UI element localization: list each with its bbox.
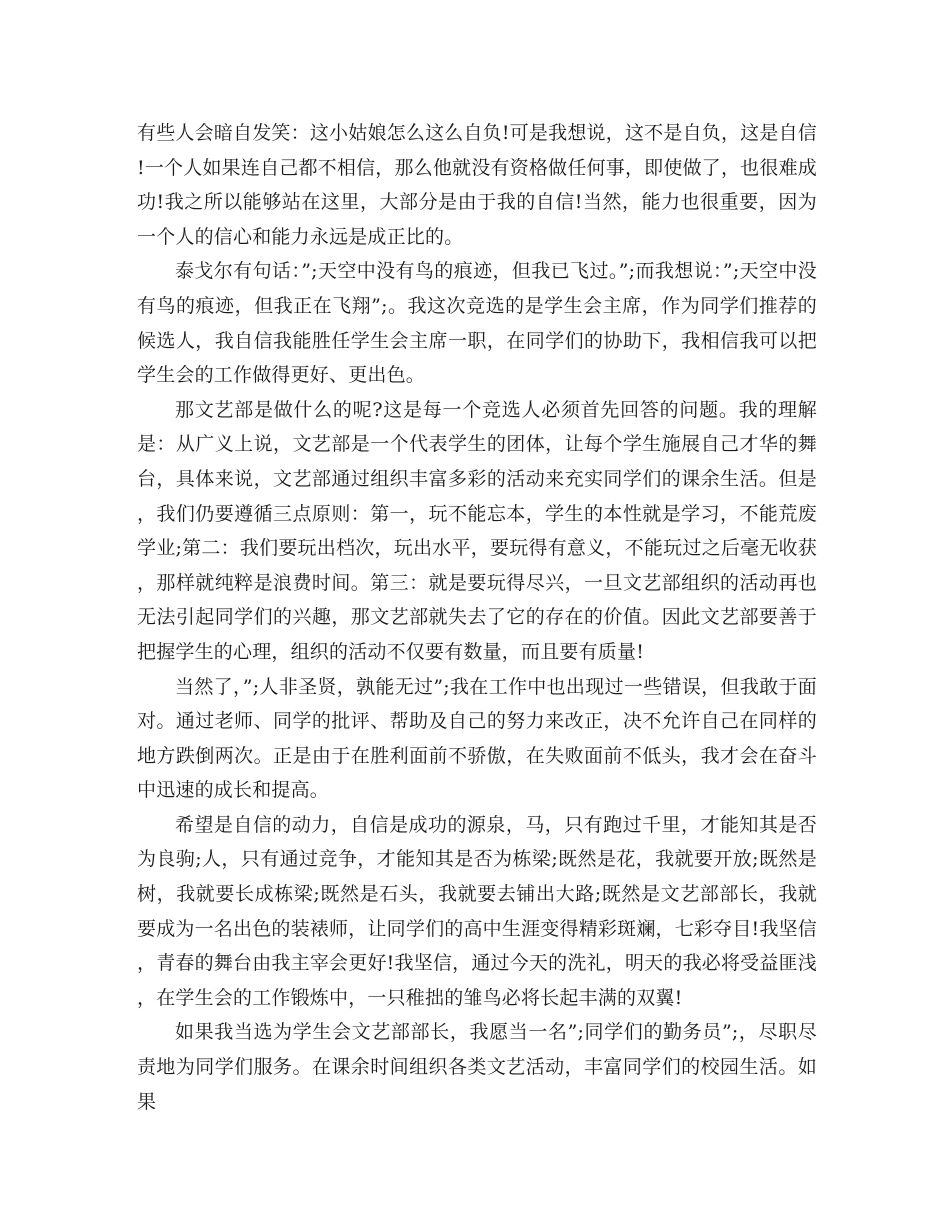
paragraph-6: 如果我当选为学生会文艺部部长，我愿当一名”;同学们的勤务员”;，尽职尽责地为同学们服务。在课余时间组织各类文艺活动，丰富同学们的校园生活。如果 bbox=[137, 1021, 817, 1113]
paragraph-4: 当然了，”;人非圣贤，孰能无过”;我在工作中也出现过一些错误，但我敢于面对。通过老师、同学的批评、帮助及自己的努力来改正，决不允许自己在同样的地方跌倒两次。正是由于在胜利面前不骄傲，在失败面前不低头，我才会在奋斗中迅速的成长和提高。 bbox=[137, 675, 817, 802]
paragraph-5: 希望是自信的动力，自信是成功的源泉，马，只有跑过千里，才能知其是否为良驹;人，只有通过竞争，才能知其是否为栋梁;既然是花，我就要开放;既然是树，我就要长成栋梁;既然是石头，我就要去铺出大路;既然是文艺部部长，我就要成为一名出色的装裱师，让同学们的高中生涯变得精彩斑斓，七彩夺目!我坚信，青春的舞台由我主宰会更好!我坚信，通过今天的洗礼，明天的我必将受益匪浅，在学生会的工作锻炼中，一只稚拙的雏鸟必将长起丰满的双翼! bbox=[137, 813, 817, 1009]
paragraph-2: 泰戈尔有句话：”;天空中没有鸟的痕迹，但我已飞过。”;而我想说：”;天空中没有鸟的痕迹，但我正在飞翔”;。我这次竞选的是学生会主席，作为同学们推荐的候选人，我自信我能胜任学生会主席一职，在同学们的协助下，我相信我可以把学生会的工作做得更好、更出色。 bbox=[137, 260, 817, 387]
document-body bbox=[137, 116, 817, 1119]
paragraph-1: 有些人会暗自发笑：这小姑娘怎么这么自负!可是我想说，这不是自负，这是自信!一个人如果连自己都不相信，那么他就没有资格做任何事，即使做了，也很难成功!我之所以能够站在这里，大部分是由于我的自信!当然，能力也很重要，因为一个人的信心和能力永远是成正比的。 bbox=[137, 122, 817, 248]
paragraph-3: 那文艺部是做什么的呢?这是每一个竞选人必须首先回答的问题。我的理解是：从广义上说，文艺部是一个代表学生的团体，让每个学生施展自己才华的舞台，具体来说，文艺部通过组织丰富多彩的活动来充实同学们的课余生活。但是，我们仍要遵循三点原则：第一，玩不能忘本，学生的本性就是学习，不能荒废学业;第二：我们要玩出档次，玩出水平，要玩得有意义，不能玩过之后毫无收获，那样就纯粹是浪费时间。第三：就是要玩得尽兴，一旦文艺部组织的活动再也无法引起同学们的兴趣，那文艺部就失去了它的存在的价值。因此文艺部要善于把握学生的心理，组织的活动不仅要有数量，而且要有质量! bbox=[137, 398, 817, 663]
